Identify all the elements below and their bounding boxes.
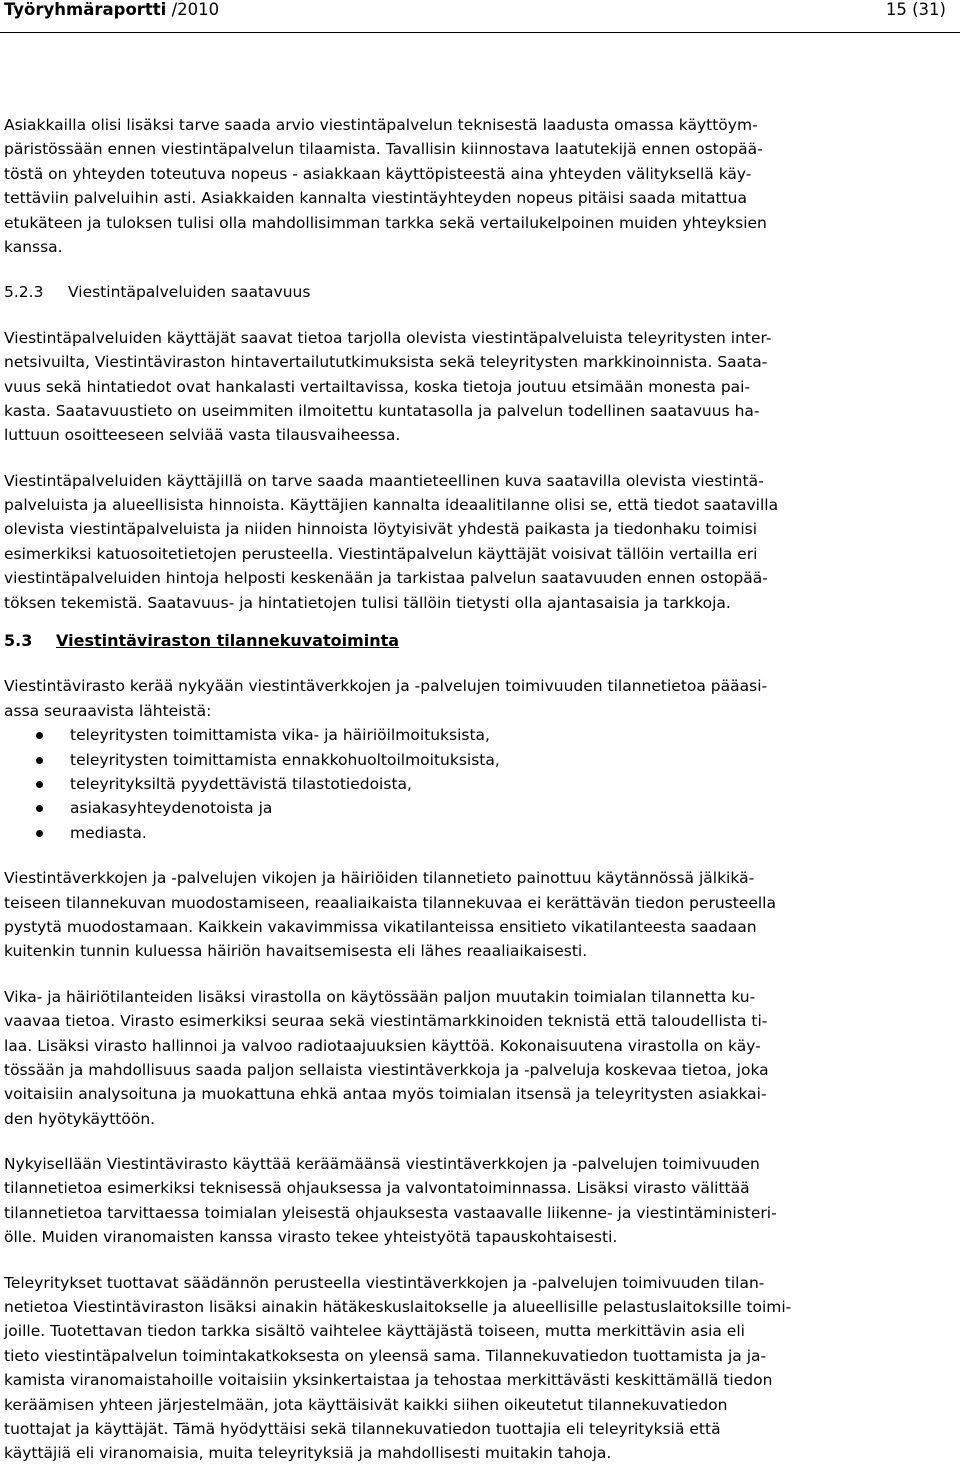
list-item <box>4 821 954 845</box>
paragraph-other-info <box>4 985 954 1131</box>
paragraph-faults <box>4 866 954 964</box>
section-title: Viestintäviraston tilannekuvatoiminta <box>56 631 400 651</box>
text-line: käyttäjiä eli viranomaisia, muita teleyrityksiä ja mahdollisesti muitakin tahoja. <box>4 1444 612 1463</box>
text-line: Viestintäpalveluiden käyttäjillä on tarve saada maantieteellinen kuva saatavilla olevista viestintä- <box>4 471 764 490</box>
text-line: ölle. Muiden viranomaisten kanssa virasto tekee yhteistyötä tapauskohtaisesti. <box>4 1228 618 1247</box>
text-line: tuottajat ja käyttäjät. Tämä hyödyttäisi sekä tilannekuvatiedon tuottajia eli teleyrityksiä että <box>4 1419 721 1438</box>
text-line: pystytä muodostamaan. Kaikkein vakavimmissa vikatilanteissa ensitieto vikatilanteesta saadaan <box>4 917 757 936</box>
text-line: esimerkiksi katuosoitetietojen perusteella. Viestintäpalvelun käyttäjät voisivat tällöin vertailla eri <box>4 544 758 563</box>
text-line: Teleyritykset tuottavat säädännön perusteella viestintäverkkojen ja -palvelujen toimivuuden tilan- <box>4 1273 765 1292</box>
text-line: vaavaa tietoa. Virasto esimerkiksi seuraa sekä viestintämarkkinoiden teknistä että taloudellista ti- <box>4 1012 768 1031</box>
text-line: viestintäpalveluiden hintoja helposti keskenään ja tarkistaa palvelun saatavuuden ennen ostopää- <box>4 569 768 588</box>
text-line: tieto viestintäpalvelun toimintakatkoksesta on yleensä sama. Tilannekuvatiedon tuottamista ja ja- <box>4 1346 767 1365</box>
subsection-title: Viestintäpalveluiden saatavuus <box>68 283 311 302</box>
section-number: 5.3 <box>4 631 33 651</box>
sources-list <box>4 723 954 845</box>
text-line: Vika- ja häiriötilanteiden lisäksi virastolla on käytössään paljon muutakin toimialan tilannetta ku- <box>4 987 756 1006</box>
text-line: Asiakkailla olisi lisäksi tarve saada arvio viestintäpalvelun teknisestä laadusta omassa käyttöym- <box>4 116 758 134</box>
page-body <box>4 113 954 1466</box>
text-line: kanssa. <box>4 237 63 256</box>
text-line: voitaisiin analysoituna ja muokattuna ehkä antaa myös toimialan itsensä ja teleyritysten asiakkai- <box>4 1085 767 1104</box>
paragraph-sources-intro <box>4 674 954 723</box>
text-line: joille. Tuotettavan tiedon tarkka sisältö vaihtelee käyttäjästä toiseen, mutta merkittävin asia eli <box>4 1322 745 1341</box>
text-line: päristössään ennen viestintäpalvelun tilaamista. Tavallisin kiinnostava laatutekijä ennen ostopää- <box>4 140 763 159</box>
subsection-number: 5.2.3 <box>4 283 44 302</box>
subsection-heading <box>4 280 954 304</box>
text-line: den hyötykäyttöön. <box>4 1109 156 1128</box>
text-line: tössään ja mahdollisuus saada paljon sellaista viestintäverkkoja ja -palveluja koskevaa tietoa, joka <box>4 1060 769 1079</box>
doc-year: /2010 <box>171 0 220 19</box>
paragraph-availability <box>4 326 954 448</box>
text-line: tettäviin palveluihin asti. Asiakkaiden kannalta viestintäyhteyden nopeus pitäisi saada mitattua <box>4 189 747 208</box>
header-title <box>4 0 219 19</box>
page-number: 15 (31) <box>885 0 946 19</box>
text-line: etukäteen ja tuloksen tulisi olla mahdollisimman tarkka sekä vertailukelpoinen muiden yhteyksien <box>4 213 767 232</box>
text-line: keräämisen yhteen järjestelmään, jota käyttäisivät kaikki siihen oikeutetut tilannekuvatiedon <box>4 1395 728 1414</box>
text-line: kuitenkin tunnin kuluessa häiriön havaitsemisesta eli lähes reaaliaikaisesti. <box>4 942 588 961</box>
section-heading <box>4 629 954 653</box>
bullet-icon <box>36 732 43 739</box>
list-item-text: teleyrityksiltä pyydettävistä tilastotiedoista, <box>70 774 412 793</box>
text-line: Viestintäverkkojen ja -palvelujen vikojen ja häiriöiden tilannetieto painottuu käytännössä jälkikä- <box>4 869 755 888</box>
text-line: assa seuraavista lähteistä: <box>4 701 212 720</box>
list-item <box>4 772 954 796</box>
list-item <box>4 796 954 820</box>
list-item <box>4 748 954 772</box>
bullet-icon <box>36 805 43 812</box>
paragraph-quality <box>4 113 954 259</box>
text-line: tilannetietoa esimerkiksi teknisessä ohjauksessa ja valvontatoiminnassa. Lisäksi virasto välittää <box>4 1179 750 1198</box>
list-item-text: teleyritysten toimittamista vika- ja häiriöilmoituksista, <box>70 726 490 745</box>
list-item-text: mediasta. <box>70 823 147 842</box>
list-item <box>4 723 954 747</box>
bullet-icon <box>36 830 43 837</box>
text-line: luttuun osoitteeseen selviää vasta tilausvaiheessa. <box>4 426 401 445</box>
list-item-text: asiakasyhteydenotoista ja <box>70 799 273 818</box>
paragraph-operators <box>4 1271 954 1466</box>
list-item-text: teleyritysten toimittamista ennakkohuoltoilmoituksista, <box>70 750 500 769</box>
bullet-icon <box>36 781 43 788</box>
text-line: Nykyisellään Viestintävirasto käyttää keräämäänsä viestintäverkkojen ja -palvelujen toimivuuden <box>4 1155 760 1174</box>
text-line: netsivuilta, Viestintäviraston hintavertailututkimuksista sekä teleyritysten markkinoinnista. Saata- <box>4 353 768 372</box>
text-line: kamista viranomaistahoille voitaisiin yksinkertaistaa ja tehostaa merkittävästi keskittämällä tiedon <box>4 1371 773 1390</box>
paragraph-current-use <box>4 1152 954 1250</box>
text-line: töksen tekemistä. Saatavuus- ja hintatietojen tulisi tällöin tietysti olla ajantasaisia ja tarkkoja. <box>4 593 731 612</box>
text-line: laa. Lisäksi virasto hallinnoi ja valvoo radiotaajuuksien käyttöä. Kokonaisuutena virastolla on käy- <box>4 1036 761 1055</box>
page-header <box>0 0 960 33</box>
paragraph-geographic <box>4 469 954 615</box>
text-line: töstä on yhteyden toteutuva nopeus - asiakkaan käyttöpisteestä aina yhteyden välityksellä käy- <box>4 164 752 183</box>
text-line: teiseen tilannekuvan muodostamiseen, reaaliaikaista tilannekuvaa ei kerättävän tiedon perusteella <box>4 893 776 912</box>
doc-title: Työryhmäraportti <box>4 0 167 19</box>
text-line: Viestintävirasto kerää nykyään viestintäverkkojen ja -palvelujen toimivuuden tilannetietoa pääasi- <box>4 677 768 696</box>
text-line: palveluista ja alueellisista hinnoista. Käyttäjien kannalta ideaalitilanne olisi se, että tiedot saatavilla <box>4 496 779 515</box>
bullet-icon <box>36 757 43 764</box>
text-line: netietoa Viestintäviraston lisäksi ainakin hätäkeskuslaitokselle ja alueellisille pelastuslaitoksille toimi- <box>4 1298 792 1317</box>
text-line: Viestintäpalveluiden käyttäjät saavat tietoa tarjolla olevista viestintäpalveluista teleyritysten inter- <box>4 328 772 347</box>
text-line: kasta. Saatavuustieto on useimmiten ilmoitettu kuntatasolla ja palvelun todellinen saatavuus ha- <box>4 401 760 420</box>
text-line: vuus sekä hintatiedot ovat hankalasti vertailtavissa, koska tietoja joutuu etsimään monesta pai- <box>4 377 751 396</box>
text-line: tilannetietoa tarvittaessa toimialan yleisestä ohjauksesta vastaavalle liikenne- ja viestintäministeri- <box>4 1203 777 1222</box>
text-line: olevista viestintäpalveluista ja niiden hinnoista löytyisivät yhdestä paikasta ja tiedonhaku toimisi <box>4 520 758 539</box>
